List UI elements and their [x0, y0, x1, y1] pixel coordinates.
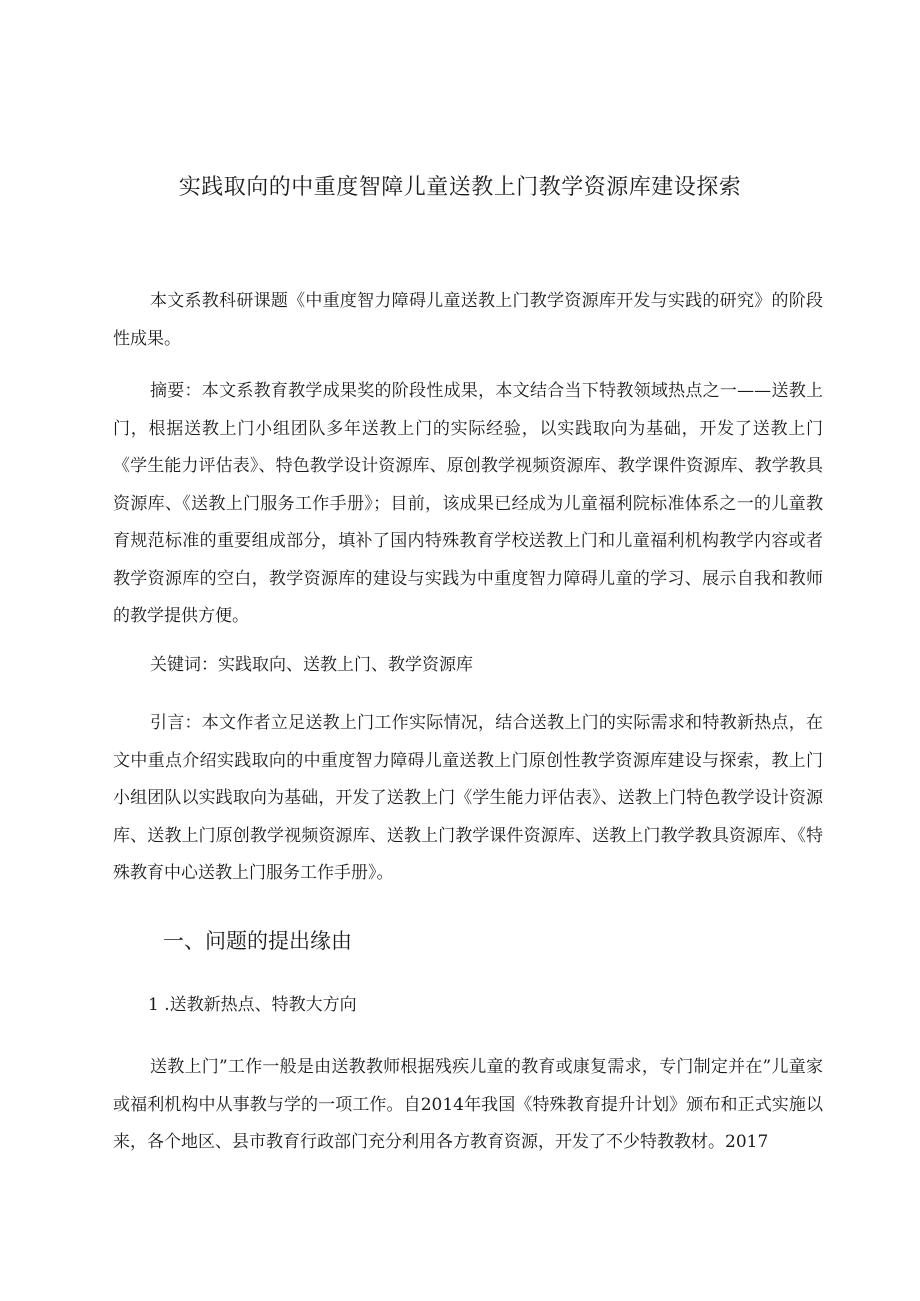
section-heading: 一、问题的提出缘由 — [163, 929, 352, 953]
keywords-line: 关键词：实践取向、送教上门、教学资源库 — [150, 655, 473, 675]
section-body-paragraph: 送教上门”工作一般是由送教教师根据残疾儿童的教育或康复需求，专门制定并在”儿童家或福利机构中从事教与学的一项工作。自2014年我国《特殊教育提升计划》颁布和正式实施以来，各个地区、县市教育行政部门充分利用各方教育资源，开发了不少特教教材。2017 — [113, 1057, 823, 1152]
funding-note: 本文系教科研课题《中重度智力障碍儿童送教上门教学资源库开发与实践的研究》的阶段性成果。 — [113, 291, 823, 349]
document-title: 实践取向的中重度智障儿童送教上门教学资源库建设探索 — [178, 175, 742, 200]
abstract-paragraph: 摘要：本文系教育教学成果奖的阶段性成果，本文结合当下特教领域热点之一——送教上门，根据送教上门小组团队多年送教上门的实际经验，以实践取向为基础，开发了送教上门《学生能力评估表》、特色教学设计资源库、原创教学视频资源库、教学课件资源库、教学教具资源库、《送教上门服务工作手册》；目前，该成果已经成为儿童福利院标准体系之一的儿童教育规范标准的重要组成部分，填补了国内特殊教育学校送教上门和儿童福利机构教学内容或者教学资源库的空白，教学资源库的建设与实践为中重度智力障碍儿童的学习、展示自我和教师的教学提供方便。 — [113, 381, 823, 626]
introduction-paragraph: 引言：本文作者立足送教上门工作实际情况，结合送教上门的实际需求和特教新热点，在文中重点介绍实践取向的中重度智力障碍儿童送教上门原创性教学资源库建设与探索，教上门小组团队以实践取向为基础，开发了送教上门《学生能力评估表》、送教上门特色教学设计资源库、送教上门原创教学视频资源库、送教上门教学课件资源库、送教上门教学教具资源库、《特殊教育中心送教上门服务工作手册》。 — [113, 713, 823, 883]
subsection-heading: 1 .送教新热点、特教大方向 — [148, 995, 357, 1015]
